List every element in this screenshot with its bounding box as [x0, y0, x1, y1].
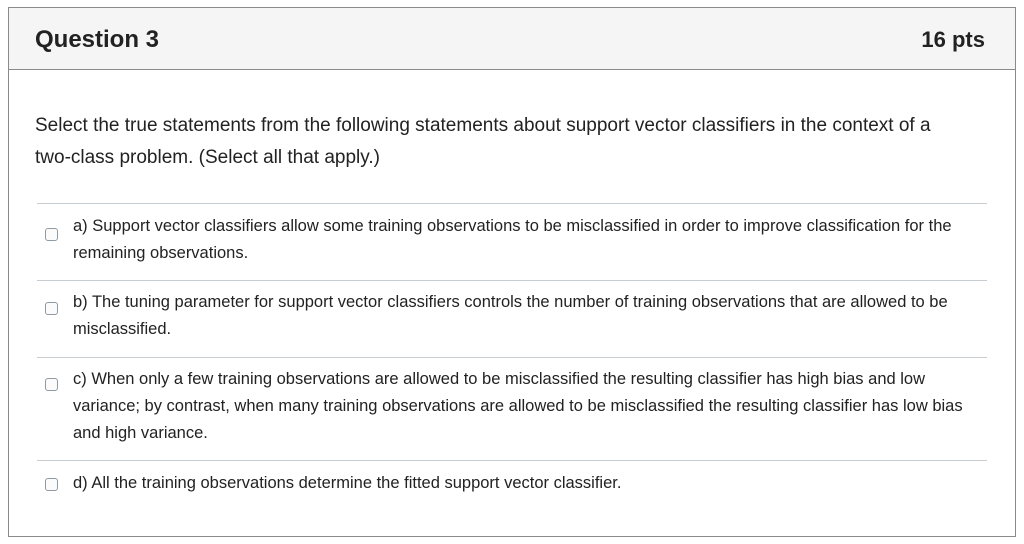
answer-a-label[interactable]: a) Support vector classifiers allow some training observations to be misclassified in order to improve classification for the remaining observations.: [73, 217, 952, 262]
answer-b-label[interactable]: b) The tuning parameter for support vector classifiers controls the number of training observations that are allowed to be misclassified.: [73, 293, 948, 338]
answer-option-b[interactable]: [37, 280, 987, 357]
answer-d-label[interactable]: d) All the training observations determine the fitted support vector classifier.: [73, 474, 622, 492]
question-header: [9, 8, 1015, 70]
question-points: 16 pts: [921, 27, 985, 52]
answer-c-label[interactable]: c) When only a few training observations are allowed to be misclassified the resulting classifier has high bias and low variance; by contrast, when many training observations are allowed to be misclassified the resulting classifier has low bias and high variance.: [73, 370, 963, 442]
question-card: [8, 7, 1016, 537]
answer-option-c[interactable]: [37, 357, 987, 460]
question-text: Select the true statements from the following statements about support vector classifiers in the context of a two-class problem. (Select all that apply.): [35, 115, 931, 168]
answer-a-checkbox[interactable]: [45, 228, 58, 241]
question-title: Question 3: [35, 26, 160, 53]
answer-list: [37, 203, 987, 515]
answer-c-checkbox[interactable]: [45, 378, 58, 391]
answer-option-d[interactable]: [37, 460, 987, 515]
answer-b-checkbox[interactable]: [45, 302, 58, 315]
answer-option-a[interactable]: [37, 203, 987, 280]
answer-d-checkbox[interactable]: [45, 478, 58, 491]
